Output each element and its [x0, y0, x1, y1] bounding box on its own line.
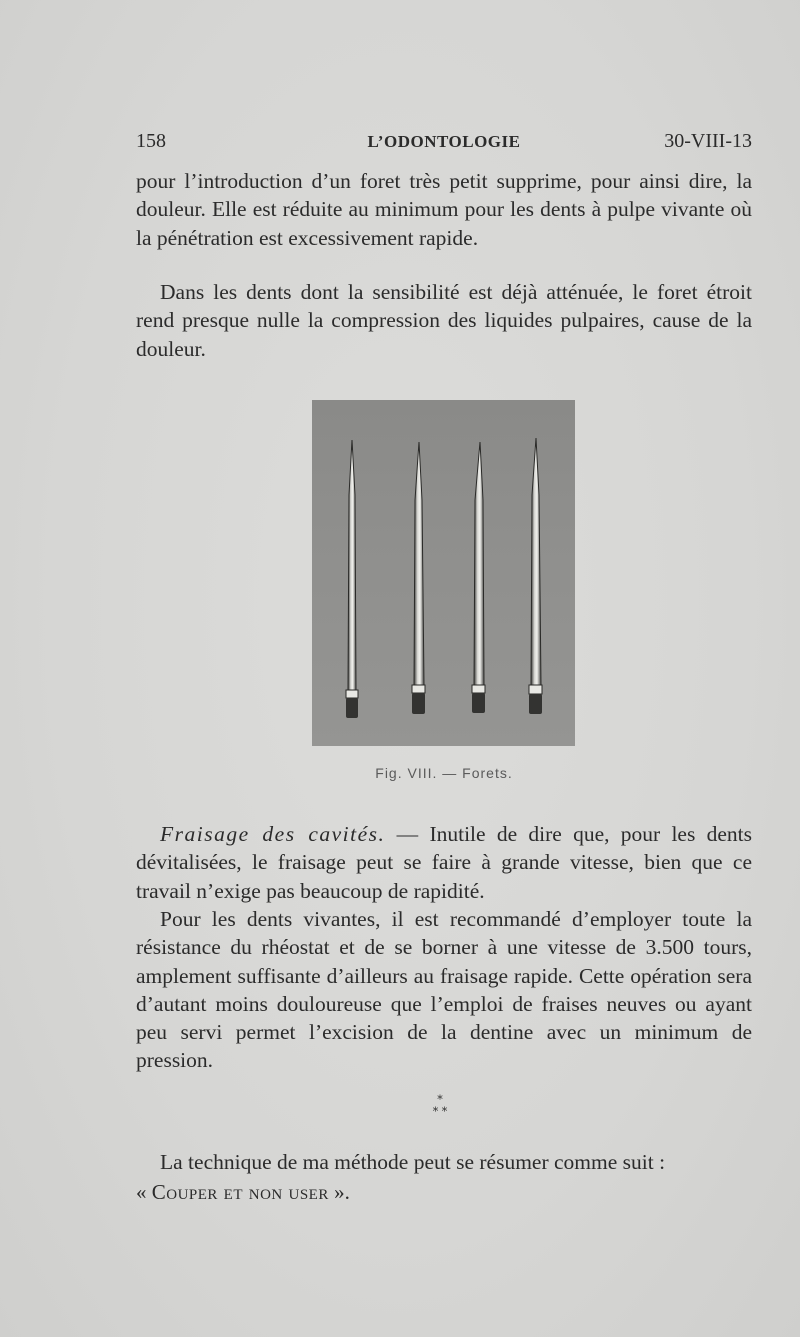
journal-title: L’ODONTOLOGIE	[367, 132, 521, 151]
paragraph-1	[136, 167, 752, 252]
paragraph-4-text: Pour les dents vivantes, il est recommandé d’employer toute la résistance du rhéostat et de se borner à une vitesse de 3.500 tours, amplement suffisante d’ailleurs au fraisage rapide. Cette opération sera d’autant moins douloureuse que l’emploi de fraises neuves ou ayant peu servi permet l’excision de la dentine avec un minimum de pression.	[136, 907, 752, 1073]
quote-open: «	[136, 1180, 152, 1204]
paragraph-5	[136, 1148, 752, 1176]
drill-bit-3	[472, 442, 485, 713]
paragraph-4	[136, 905, 752, 1075]
paragraph-3-body: — Inutile de dire que, pour les dents dévitalisées, le fraisage peut se faire à grande vitesse, bien que ce travail n’exige pas beaucoup de rapidité.	[136, 822, 752, 903]
paragraph-3-text	[136, 820, 752, 905]
paragraph-1-text: pour l’introduction d’un foret très petit supprime, pour ainsi dire, la douleur. Elle est réduite au minimum pour les dents à pulpe vivante où la pénétration est excessivement rapide.	[136, 169, 752, 250]
paragraph-3	[136, 820, 752, 905]
page-number: 158	[136, 130, 166, 152]
drill-bit-2	[412, 442, 425, 714]
running-header	[136, 130, 752, 160]
figure-caption: Fig. VIII. — Forets.	[375, 765, 513, 781]
asterism-bottom: * *	[432, 1105, 448, 1118]
section-heading-fraisage: Fraisage des cavités.	[160, 822, 386, 846]
paragraph-2	[136, 278, 752, 363]
motto-text: Couper et non user	[151, 1180, 329, 1204]
asterism-top: *	[437, 1093, 443, 1106]
figure-drill-bits-photo	[312, 400, 575, 746]
quote-close: ».	[328, 1180, 350, 1204]
asterism-divider	[420, 1094, 460, 1124]
paragraph-2-text: Dans les dents dont la sensibilité est déjà atténuée, le foret étroit rend presque nulle la compression des liquides pulpaires, cause de la douleur.	[136, 280, 752, 361]
drill-bit-1	[346, 440, 358, 718]
issue-date: 30-VIII-13	[664, 130, 752, 152]
drill-bits-illustration	[312, 400, 575, 746]
drill-bit-4	[529, 438, 542, 714]
paragraph-5-text: La technique de ma méthode peut se résumer comme suit :	[160, 1150, 666, 1174]
motto-line	[136, 1178, 752, 1206]
